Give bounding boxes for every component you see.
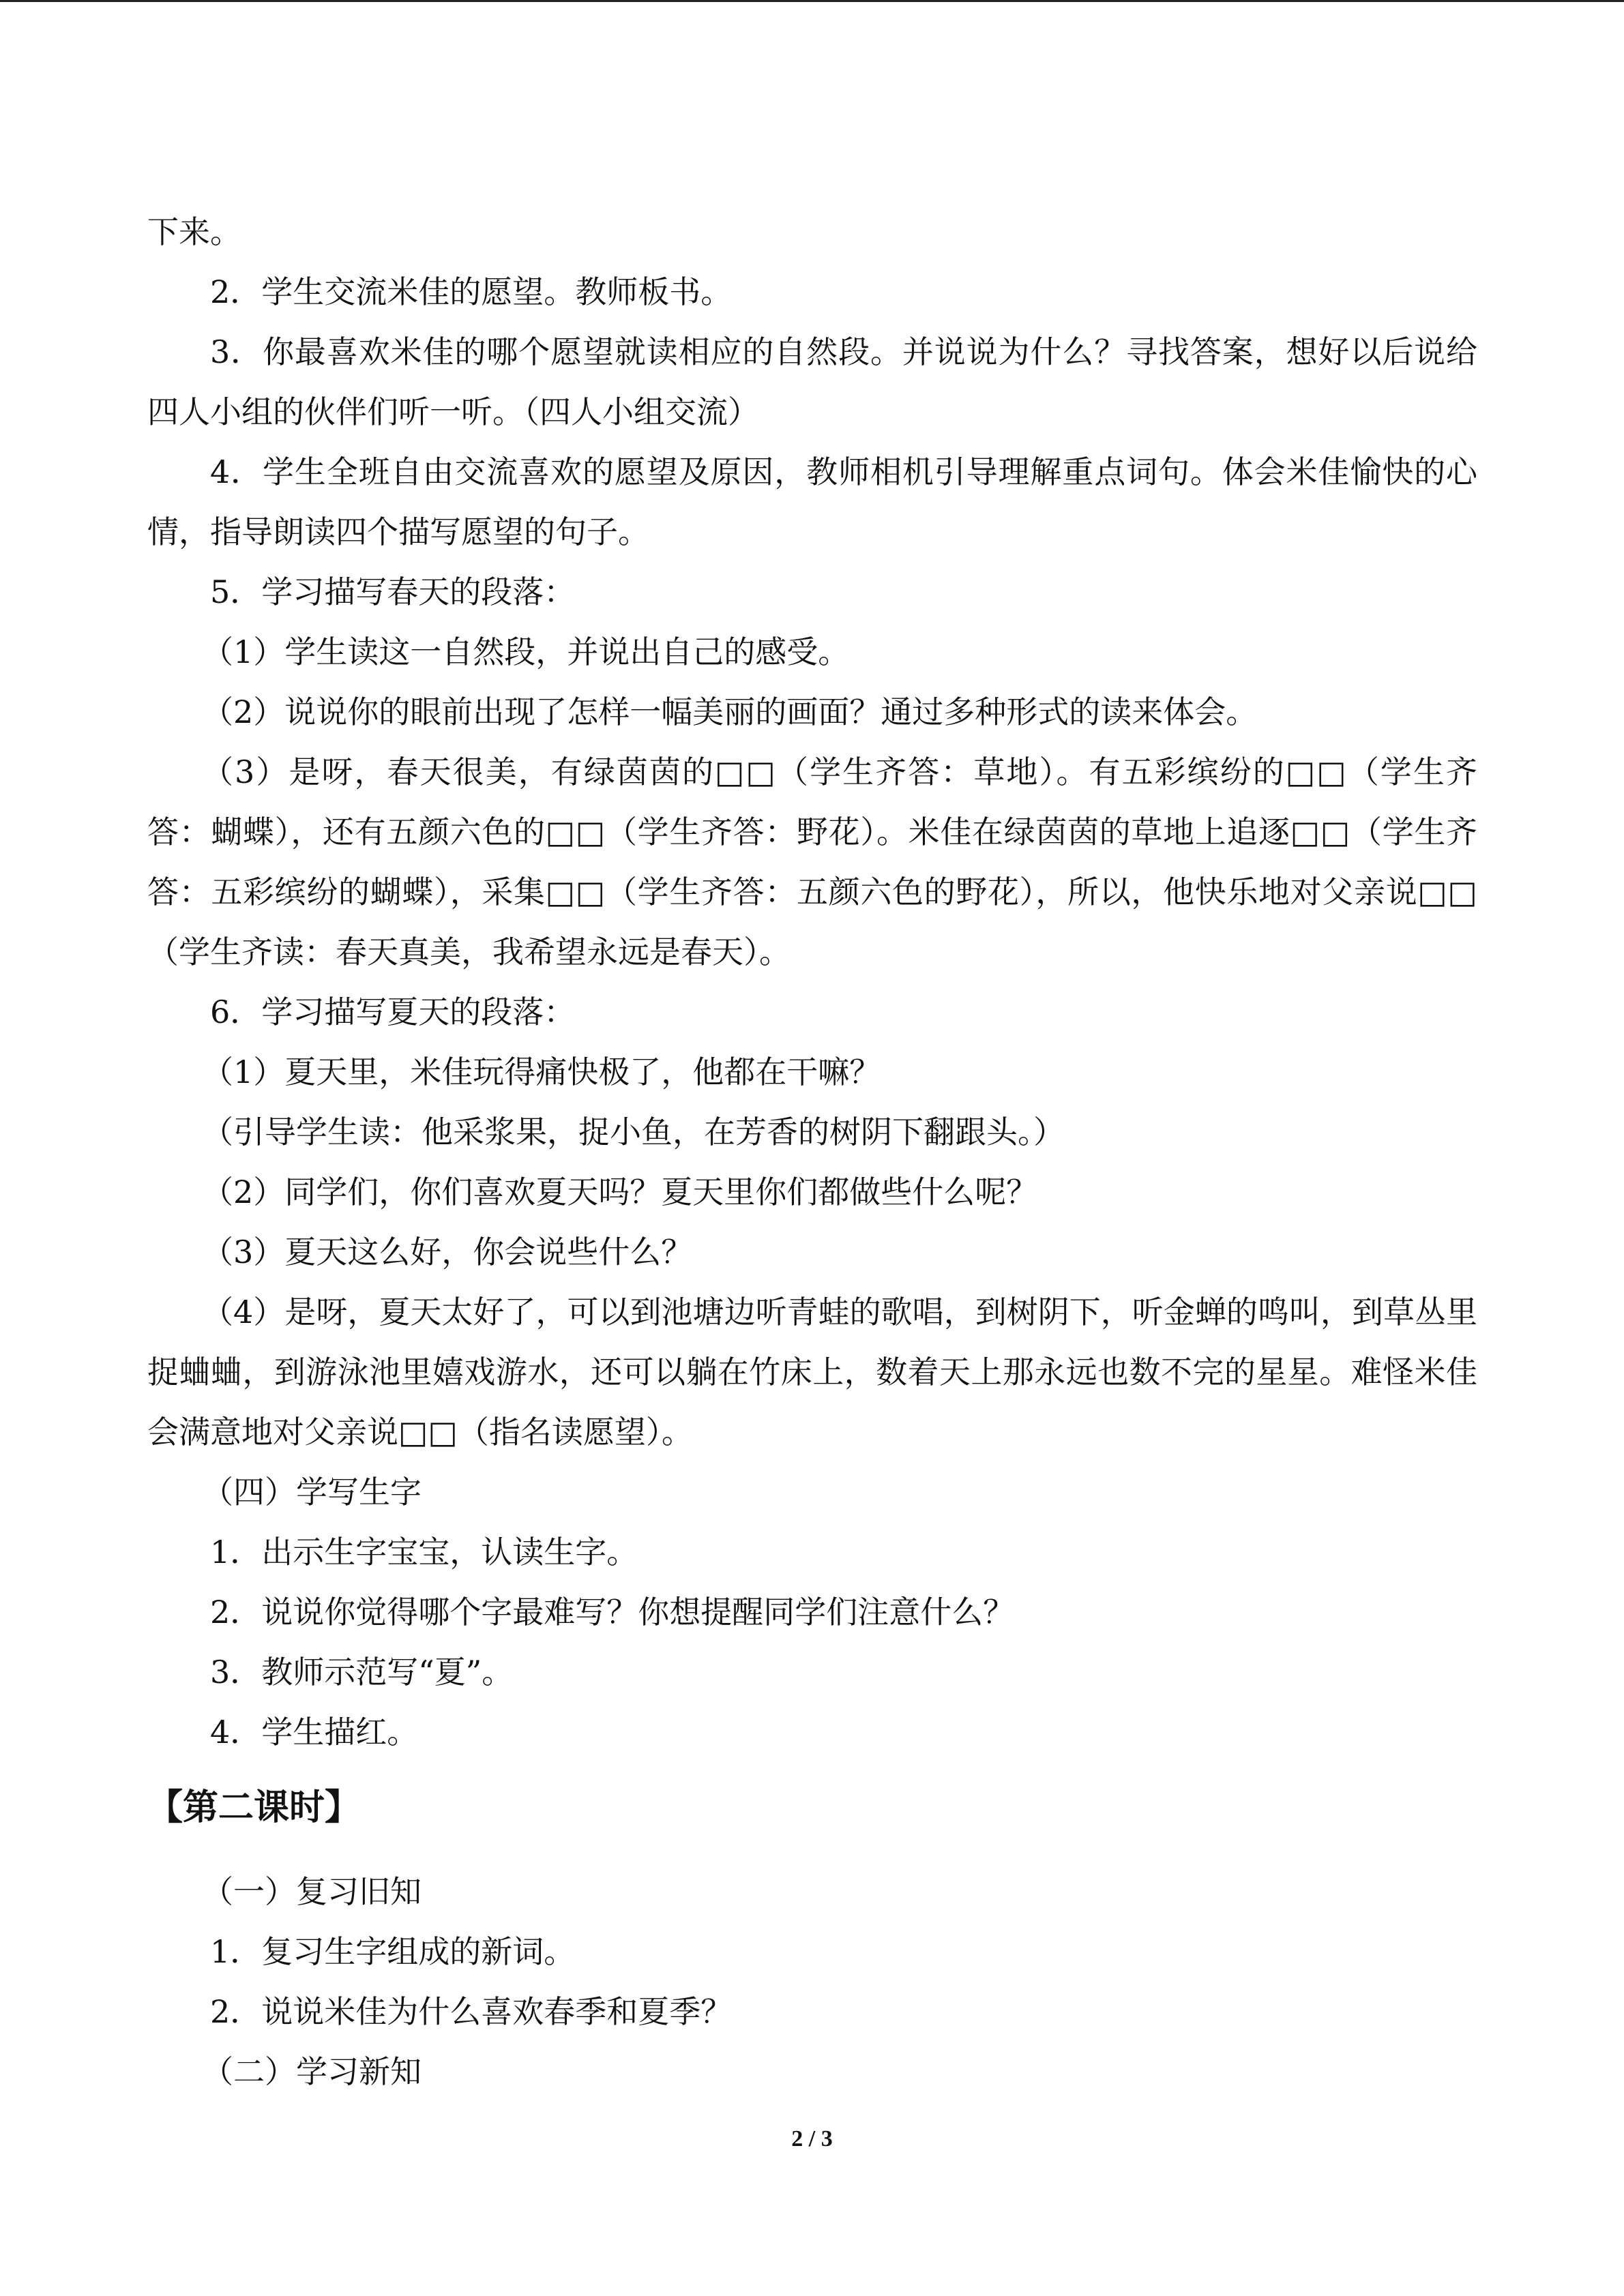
paragraph: 4．学生全班自由交流喜欢的愿望及原因，教师相机引导理解重点词句。体会米佳愉快的心情，指导朗读四个描写愿望的句子。 [147,453,1477,550]
paragraph: 5．学习描写春天的段落： [210,573,576,610]
paragraph: 4．学生描红。 [210,1714,419,1750]
paragraph: 2．说说米佳为什么喜欢春季和夏季？ [210,1993,733,2030]
paragraph: （3）是呀，春天很美，有绿茵茵的□□（学生齐答：草地）。有五彩缤纷的□□（学生齐答：蝴蝶），还有五颜六色的□□（学生齐答：野花）。米佳在绿茵茵的草地上追逐□□（学生齐答：五彩缤纷的蝴蝶），采集□□（学生齐答：五颜六色的野花），所以，他快乐地对父亲说□□（学生齐读：春天真美，我希望永远是春天）。 [147,754,1477,970]
document-body [147,202,1477,2102]
paragraph: 1．出示生字宝宝，认读生字。 [210,1534,638,1570]
page-number: 2 / 3 [791,2126,833,2151]
paragraph: 2．说说你觉得哪个字最难写？你想提醒同学们注意什么？ [210,1594,1015,1630]
paragraph: （4）是呀，夏天太好了，可以到池塘边听青蛙的歌唱，到树阴下，听金蝉的鸣叫，到草丛里捉蛐蛐，到游泳池里嬉戏游水，还可以躺在竹床上，数着天上那永远也数不完的星星。难怪米佳会满意地对父亲说□□（指名读愿望）。 [147,1294,1477,1450]
lesson-two-content [147,1862,1477,2102]
paragraph: （引导学生读：他采浆果，捉小鱼，在芳香的树阴下翻跟头。） [202,1114,1065,1150]
top-border-line [0,0,1624,2]
paragraph: 3．你最喜欢米佳的哪个愿望就读相应的自然段。并说说为什么？寻找答案，想好以后说给四人小组的伙伴们听一听。（四人小组交流） [147,333,1477,430]
paragraph: 下来。 [147,213,241,250]
paragraph: 3．教师示范写“夏”。 [210,1654,514,1690]
paragraph: （二）学习新知 [202,2053,422,2090]
paragraph: 2．学生交流米佳的愿望。教师板书。 [210,273,733,310]
paragraph: 1．复习生字组成的新词。 [210,1933,576,1970]
section-title-second-lesson: 【第二课时】 [147,1787,361,1828]
paragraph: （2）同学们，你们喜欢夏天吗？夏天里你们都做些什么呢？ [202,1174,1038,1210]
lesson-one-continued [147,202,1477,1762]
paragraph: （四）学写生字 [202,1474,422,1510]
paragraph: （2）说说你的眼前出现了怎样一幅美丽的画面？通过多种形式的读来体会。 [202,694,1258,730]
paragraph: （1）学生读这一自然段，并说出自己的感受。 [202,633,850,670]
paragraph: （一）复习旧知 [202,1873,422,1910]
paragraph: （1）夏天里，米佳玩得痛快极了，他都在干嘛？ [202,1054,881,1090]
paragraph: （3）夏天这么好，你会说些什么？ [202,1234,693,1270]
paragraph: 6．学习描写夏天的段落： [210,994,576,1030]
